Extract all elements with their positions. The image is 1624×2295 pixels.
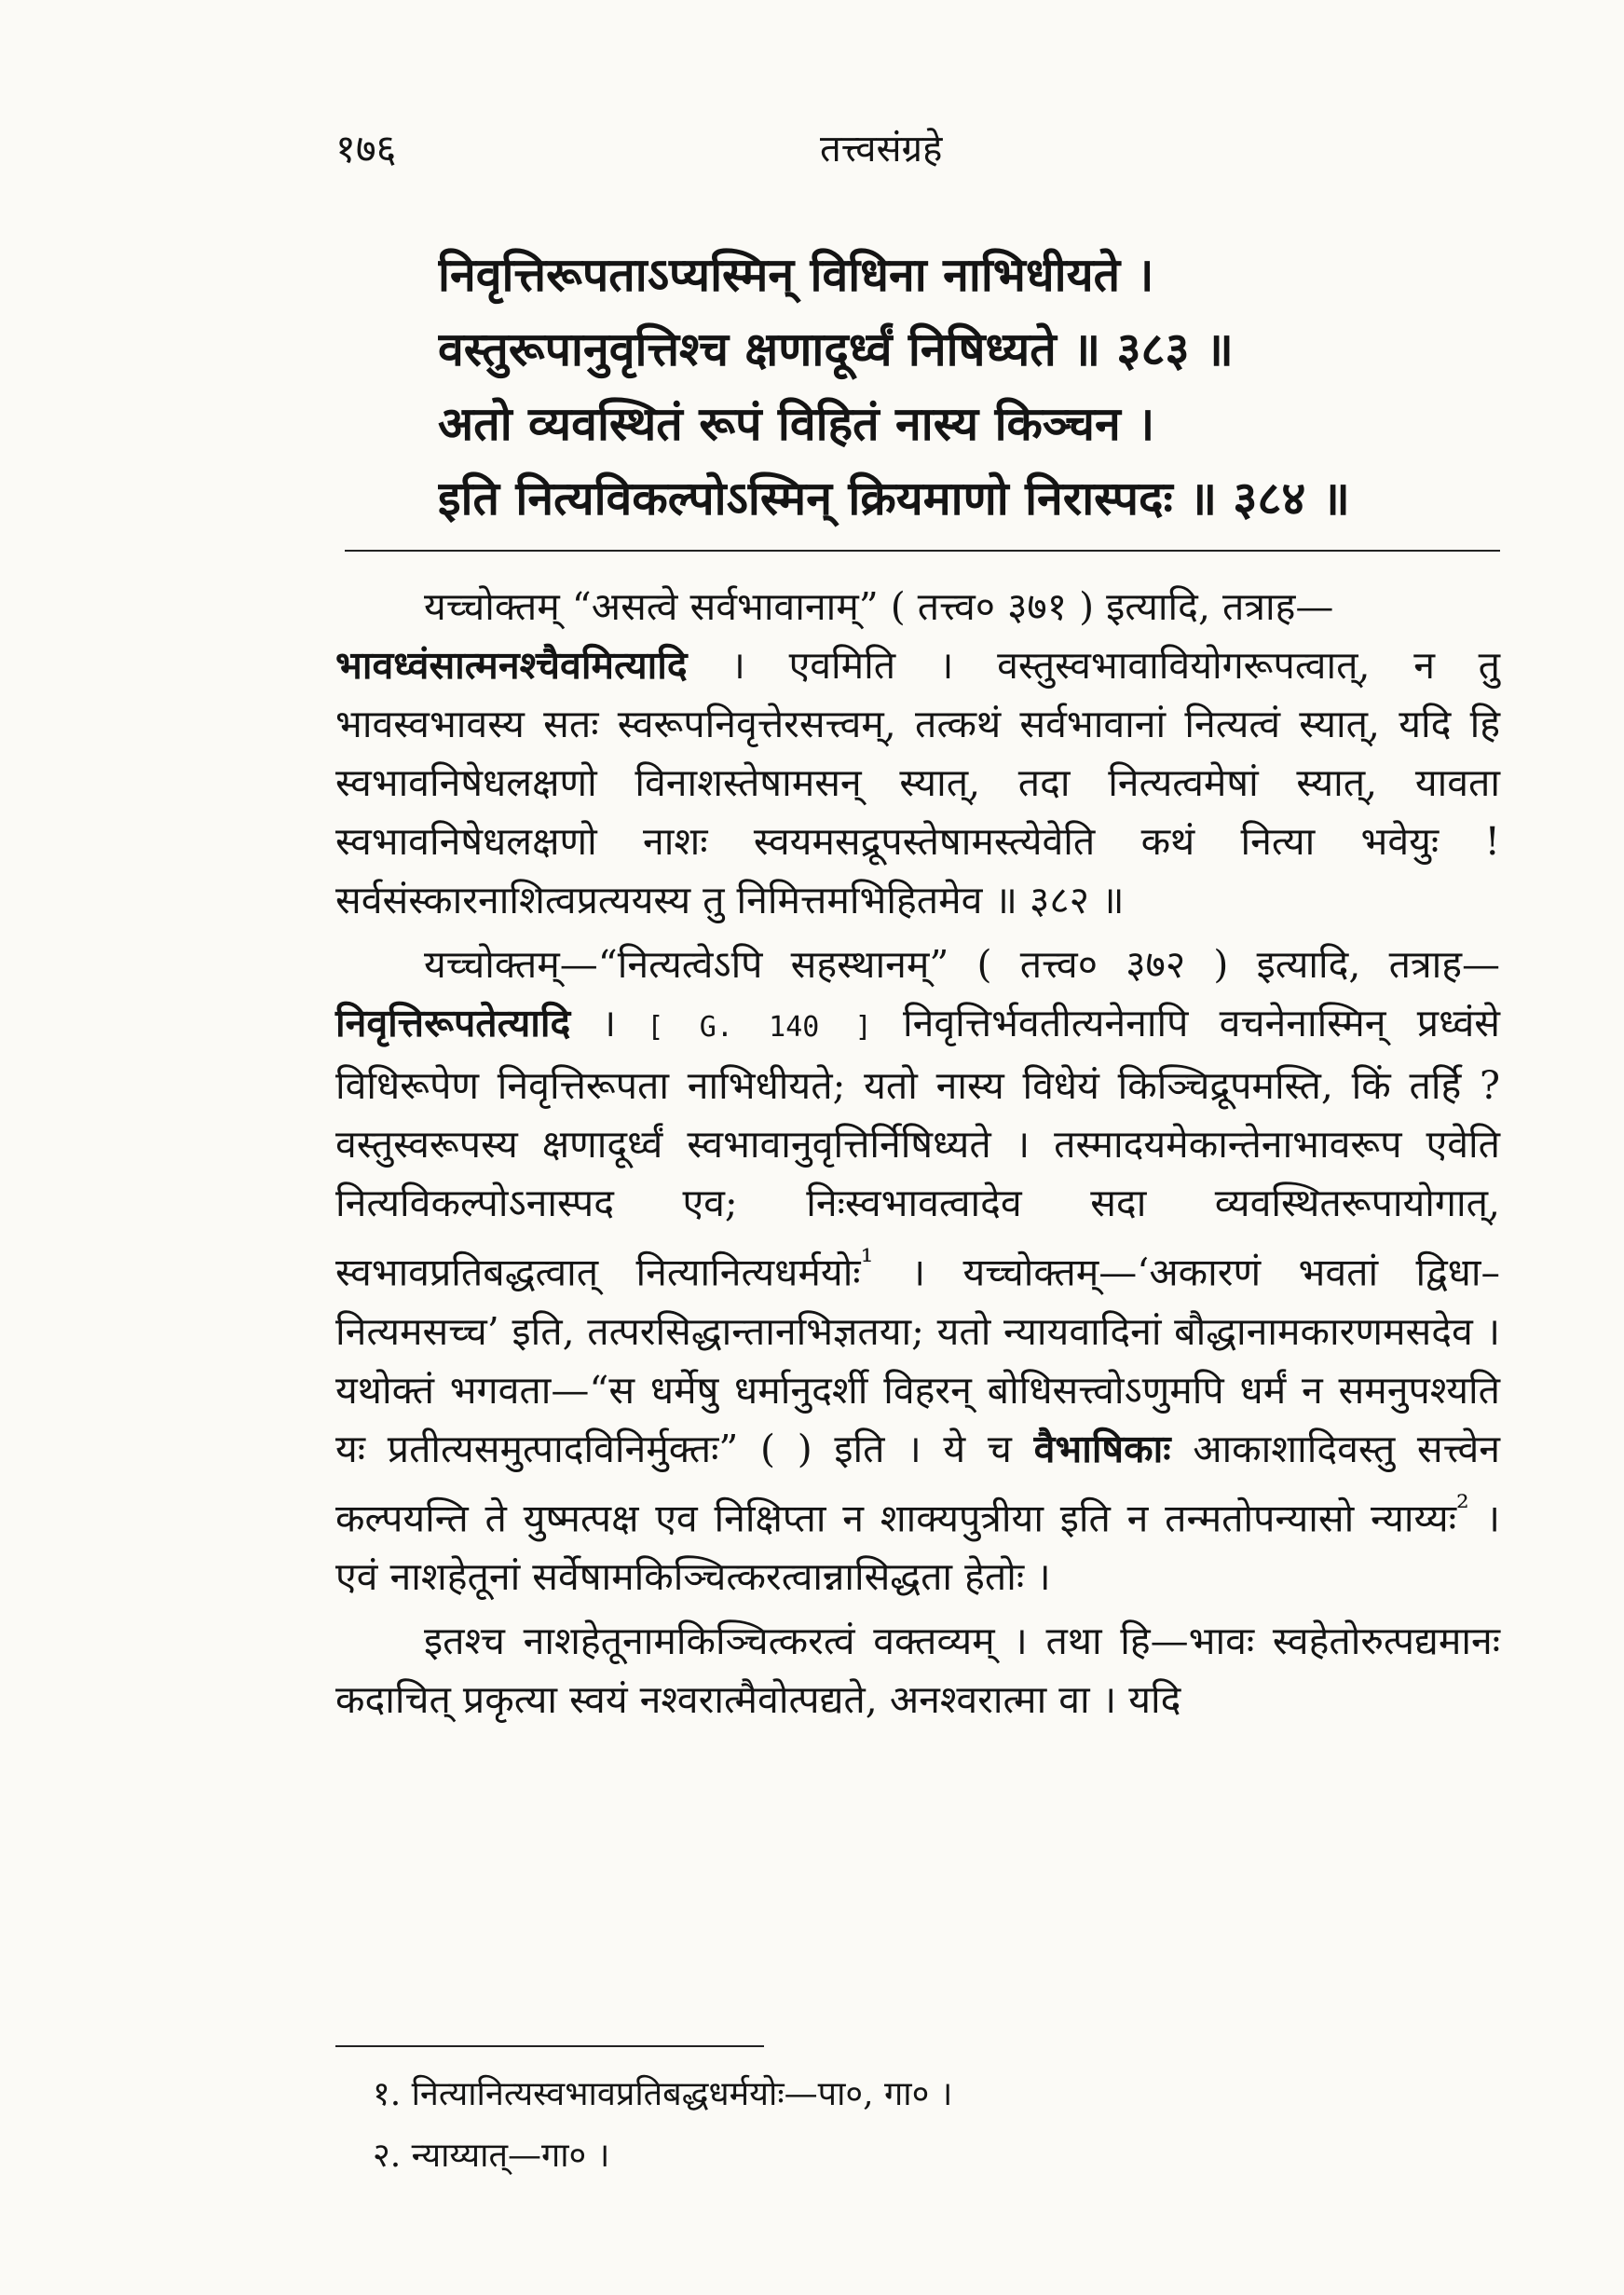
page-reference: [ G. 140 ]: [647, 1011, 872, 1044]
commentary-text: । यच्चोक्तम्—‘अकारणं भवतां द्विधा–नित्यमसच्च’ इति, तत्परसिद्धान्तानभिज्ञतया; यतो न्यायवादिनां बौद्धानामकारणमसदेव । यथोक्तं भगवता—“स धर्मेषु धर्मानुदर्शी विहरन् बोधिसत्त्वोऽणुमपि धर्मं न समनुपश्यति यः प्रतीत्यसमुत्पादविनिर्मुक्तः” ( ) इति । ये च: [335, 1250, 1500, 1471]
page-number: १७६: [335, 126, 397, 171]
lemma-bold: निवृत्तिरूपतेत्यादि: [335, 1001, 571, 1045]
footnote-rule: [335, 2045, 764, 2047]
commentary-text: ।: [570, 1001, 648, 1045]
commentary-text: । एवं नाशहेतूनां सर्वेषामकिञ्चित्करत्वान्नासिद्धता हेतोः ।: [335, 1496, 1501, 1600]
commentary-text: यच्चोक्तम् “असत्वे सर्वभावानाम्” ( तत्त्व० ३७१ ) इत्यादि, तत्राह—: [424, 584, 1334, 629]
commentary-text: निवृत्तिर्भवतीत्यनेनापि वचनेनास्मिन् प्रध्वंसे विधिरूपेण निवृत्तिरूपता नाभिधीयते; यतो नास्य विधेयं किञ्चिद्रूपमस्ति, किं तर्हि ? वस्तुस्वरूपस्य क्षणादूर्ध्वं स्वभावानुवृत्तिर्निषिध्यते । तस्मादयमेकान्तेनाभावरूप एवेति नित्यविकल्पोऽनास्पद एव; निःस्वभावत्वादेव सदा व्यवस्थितरूपायोगात्, स्वभावप्रतिबद्धत्वात् नित्यानित्यधर्मयोः: [335, 1001, 1500, 1295]
verse-block: [438, 238, 1500, 536]
commentary-block: [335, 578, 1500, 1735]
footnote-marker: ¹: [860, 1243, 874, 1280]
commentary-paragraph: [335, 936, 1500, 1606]
commentary-text: आकाशादिवस्तु सत्त्वेन कल्पयन्ति ते युष्मत्पक्ष एव निक्षिप्ता न शाक्यपुत्रीया इति न तन्मतोपन्यासो न्याय्यः: [335, 1426, 1500, 1541]
school-name-bold: वैभाषिकाः: [1033, 1426, 1171, 1471]
commentary-paragraph: इतश्च नाशहेतूनामकिञ्चित्करत्वं वक्तव्यम् । तथा हि—भावः स्वहेतोरुत्पद्यमानः कदाचित् प्रकृत्या स्वयं नश्वरात्मैवोत्पद्यते, अनश्वरात्मा वा । यदि: [335, 1619, 1500, 1723]
footnote-marker: ²: [1455, 1488, 1469, 1526]
page-header: [317, 121, 1500, 186]
lemma-bold: भावध्वंसात्मनश्चैवमित्यादि: [335, 643, 688, 688]
commentary-text: यच्चोक्तम्—“नित्यत्वेऽपि सहस्थानम्” ( तत्त्व० ३७२ ) इत्यादि, तत्राह—: [424, 942, 1500, 987]
divider-rule: [345, 550, 1500, 552]
footnote: १. नित्यानित्यस्वभावप्रतिबद्धधर्मयोः—पा०, गा० ।: [373, 2075, 953, 2113]
verse-line: अतो व्यवस्थितं रूपं विहितं नास्य किञ्चन ।: [438, 396, 1155, 451]
running-title: तत्त्वसंग्रहे: [820, 128, 943, 171]
verse-line: वस्तुरूपानुवृत्तिश्च क्षणादूर्ध्वं निषिध्यते ॥ ३८३ ॥: [438, 321, 1234, 376]
commentary-paragraph: [335, 578, 1500, 930]
verse-line: इति नित्यविकल्पोऽस्मिन् क्रियमाणो निरास्पदः ॥ ३८४ ॥: [438, 471, 1350, 526]
verse-line: निवृत्तिरूपताऽप्यस्मिन् विधिना नाभिधीयते ।: [438, 247, 1154, 302]
footnotes: [373, 2064, 1398, 2187]
footnote: २. न्याय्यात्—गा० ।: [373, 2137, 610, 2175]
commentary-text: । एवमिति । वस्तुस्वभावावियोगरूपत्वात्, न तु भावस्वभावस्य सतः स्वरूपनिवृत्तेरसत्त्वम्, तत्कथं सर्वभावानां नित्यत्वं स्यात्, यदि हि स्वभावनिषेधलक्षणो विनाशस्तेषामसन् स्यात्, तदा नित्यत्वमेषां स्यात्, यावता स्वभावनिषेधलक्षणो नाशः स्वयमसद्रूपस्तेषामस्त्येवेति कथं नित्या भवेयुः ! सर्वसंस्कारनाशित्वप्रत्ययस्य तु निमित्तमभिहितमेव ॥ ३८२ ॥: [335, 643, 1500, 922]
